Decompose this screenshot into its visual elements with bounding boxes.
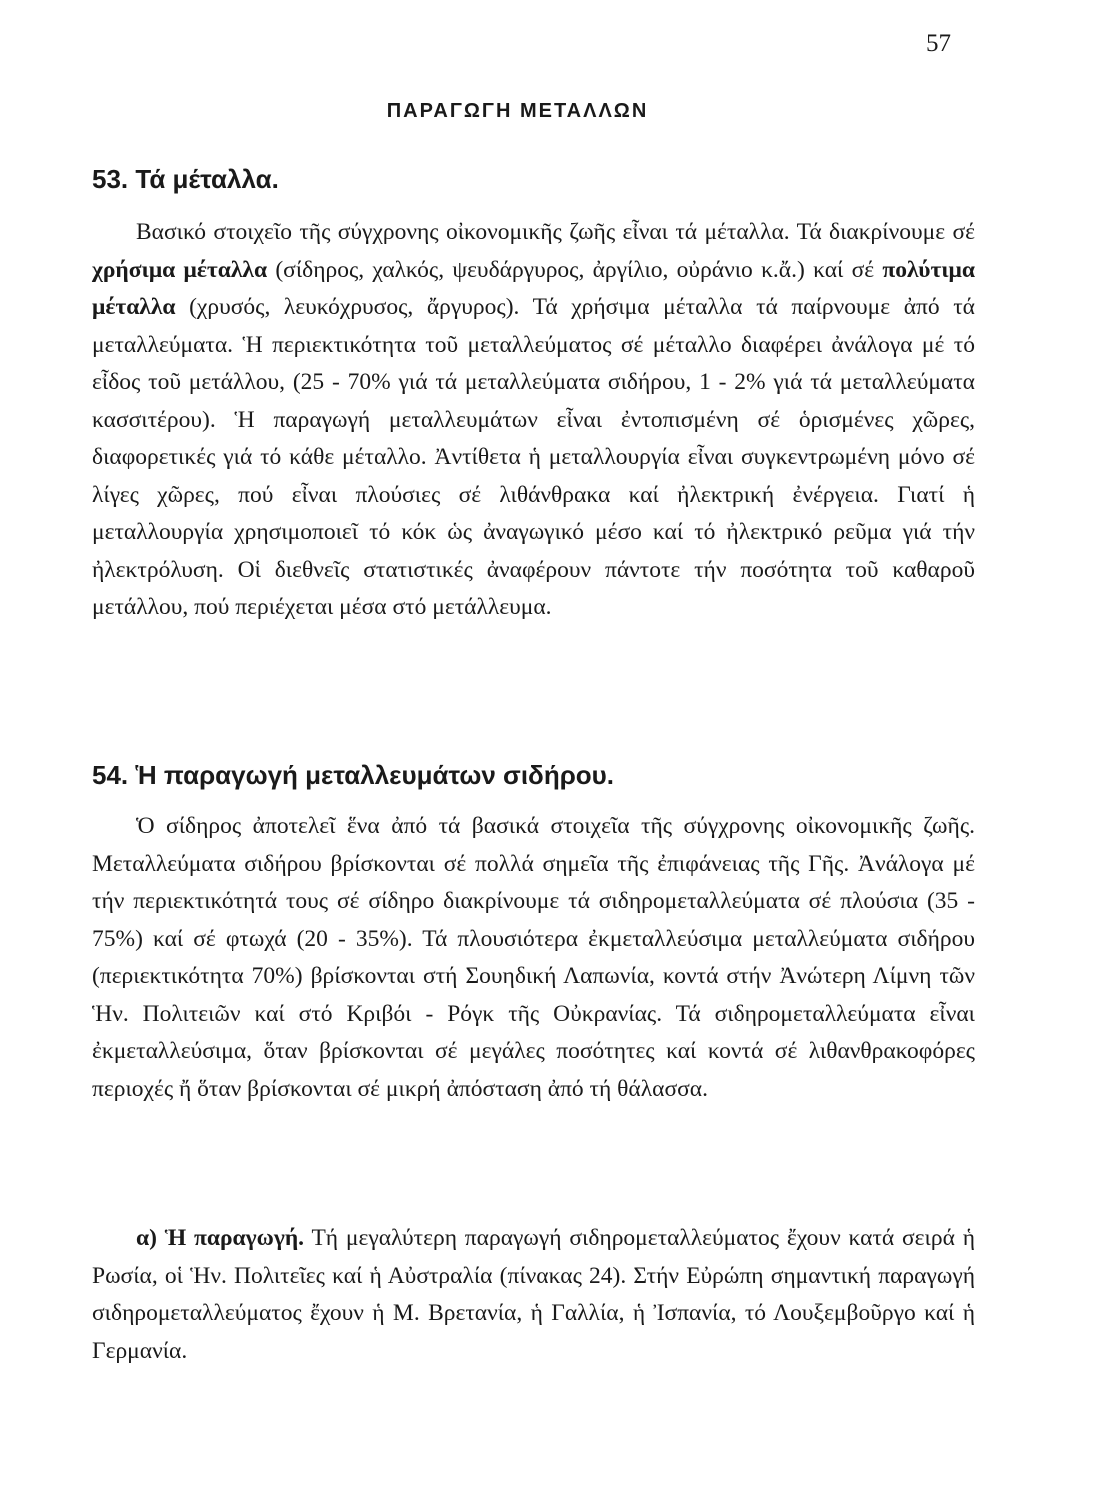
section-53-text-a: Βασικό στοιχεῖο τῆς σύγχρονης οἰκονομικῆς ζωῆς εἶναι τά μέταλλα. Τά διακρίνουμε σέ bbox=[136, 219, 975, 245]
page-number: 57 bbox=[926, 30, 951, 57]
production-text: Τή μεγαλύτερη παραγωγή σιδηρομεταλλεύματος ἔχουν κατά σειρά ἡ Ρωσία, οἱ Ἡν. Πολιτεῖες καί ἡ Αὐστραλία (πίνακας 24). Στήν Εὐρώπη σημαντική παραγωγή σιδηρομεταλλεύματος ἔχουν ἡ Μ. Βρετανία, ἡ Γαλλία, ἡ Ἰσπανία, τό Λουξεμβοῦργο καί ἡ Γερμανία. bbox=[92, 1225, 975, 1364]
useful-metals-term: χρήσιμα μέταλλα bbox=[92, 256, 268, 283]
section-54-title: 54. Ἡ παραγωγή μεταλλευμάτων σιδήρου. bbox=[92, 760, 615, 790]
production-subheading: α) Ἡ παραγωγή. bbox=[136, 1225, 305, 1251]
precious-metals-term: πολύτιμα μέταλλα bbox=[92, 256, 975, 320]
running-head: ΠΑΡΑΓΩΓΗ ΜΕΤΑΛΛΩΝ bbox=[386, 100, 649, 122]
section-53-text-c: (χρυσός, λευκόχρυσος, ἄργυρος). Τά χρήσιμα μέταλλα τά παίρνουμε ἀπό τά μεταλλεύματα. Ἡ περιεκτικότητα τοῦ μεταλλεύματος σέ μέταλλο διαφέρει ἀνάλογα μέ τό εἶδος τοῦ μετάλλου, (25 - 70% γιά τά μεταλλεύματα σιδήρου, 1 - 2% γιά τά μεταλλεύματα κασσιτέρου). Ἡ παραγωγή μεταλλευμάτων εἶναι ἐντοπισμένη σέ ὁρισμένες χῶρες, διαφορετικές γιά τό κάθε μέταλλο. Ἀντίθετα ἡ μεταλλουργία εἶναι συγκεντρωμένη μόνο σέ λίγες χῶρες, πού εἶναι πλούσιες σέ λιθάνθρακα καί ἠλεκτρική ἐνέργεια. Γιατί ἡ μεταλλουργία χρησιμοποιεῖ τό κόκ ὡς ἀναγωγικό μέσο καί τό ἠλεκτρικό ρεῦμα γιά τήν ἠλεκτρόλυση. Οἱ διεθνεῖς στατιστικές ἀναφέρουν πάντοτε τήν ποσότητα τοῦ καθαροῦ μετάλλου, πού περιέχεται μέσα στό μετάλλευμα. bbox=[92, 294, 975, 620]
section-53-title: 53. Τά μέταλλα. bbox=[92, 164, 279, 194]
section-54-paragraph-1: Ὁ σίδηρος ἀποτελεῖ ἕνα ἀπό τά βασικά στοιχεῖα τῆς σύγχρονης οἰκονομικῆς ζωῆς. Μεταλλεύματα σιδήρου βρίσκονται σέ πολλά σημεῖα τῆς ἐπιφάνειας τῆς Γῆς. Ἀνάλογα μέ τήν περιεκτικότητά τους σέ σίδηρο διακρίνουμε τά σιδηρομεταλλεύματα σέ πλούσια (35 - 75%) καί σέ φτωχά (20 - 35%). Τά πλουσιότερα ἐκμεταλλεύσιμα μεταλλεύματα σιδήρου (περιεκτικότητα 70%) βρίσκονται στή Σουηδική Λαπωνία, κοντά στήν Ἀνώτερη Λίμνη τῶν Ἡν. Πολιτειῶν καί στό Κριβόι - Ρόγκ τῆς Οὐκρανίας. Τά σιδηρομεταλλεύματα εἶναι ἐκμεταλλεύσιμα, ὅταν βρίσκονται σέ μεγάλες ποσότητες καί κοντά σέ λιθανθρακοφόρες περιοχές ἤ ὅταν βρίσκονται σέ μικρή ἀπόσταση ἀπό τή θάλασσα. bbox=[92, 813, 975, 1102]
section-54-paragraph-2 bbox=[92, 1220, 975, 1370]
section-53-text-b: (σίδηρος, χαλκός, ψευδάργυρος, ἀργίλιο, οὐράνιο κ.ἄ.) καί σέ bbox=[267, 256, 883, 283]
section-53-paragraph bbox=[92, 214, 975, 627]
